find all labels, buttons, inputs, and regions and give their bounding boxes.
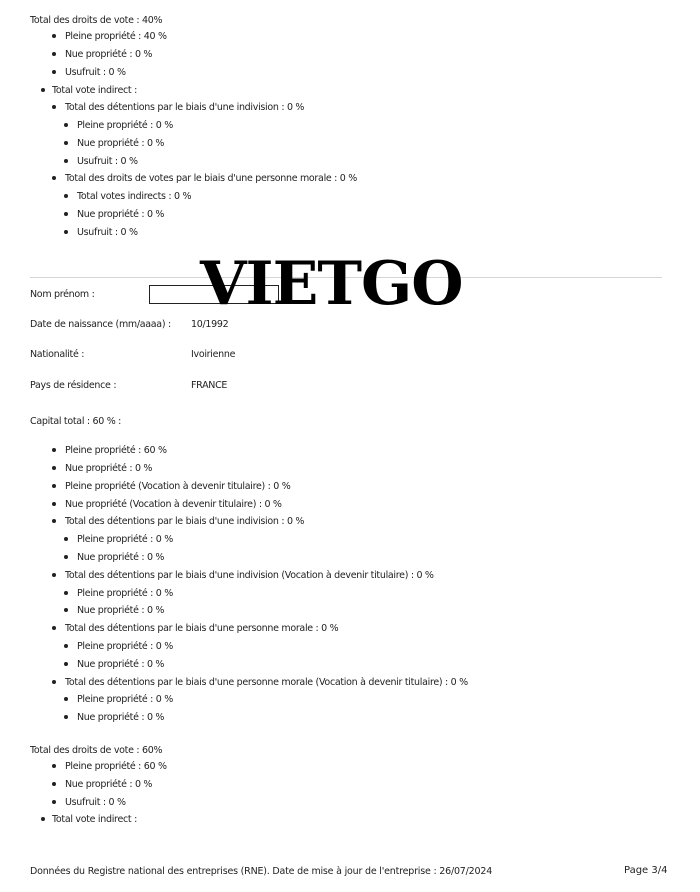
total-vote-indirect: Total vote indirect : [52,85,137,96]
bullet [64,644,68,648]
bullet [64,194,68,198]
naissance-value: 10/1992 [191,319,229,330]
bullet [52,764,56,768]
capital-pleine-vocation: Pleine propriété (Vocation à devenir titulaire) : 0 % [65,481,291,492]
bullet [64,212,68,216]
bullet [64,159,68,163]
capital-nue-vocation: Nue propriété (Vocation à devenir titulaire) : 0 % [65,499,282,510]
capital-pleine: Pleine propriété : 60 % [65,445,167,456]
capital-indivision-vocation: Total des détentions par le biais d'une indivision (Vocation à devenir titulaire) : 0 % [65,570,434,581]
bullet [52,466,56,470]
bullet [52,782,56,786]
indivision-nue: Nue propriété : 0 % [77,138,165,149]
bullet [52,484,56,488]
capital-pmv-nue: Nue propriété : 0 % [77,712,165,723]
bullet [41,817,45,821]
pm-nue: Nue propriété : 0 % [77,209,165,220]
bullet [64,697,68,701]
bullet [64,662,68,666]
capital-nue: Nue propriété : 0 % [65,463,153,474]
page-number: Page 3/4 [624,865,668,876]
capital-total: Capital total : 60 % : [30,416,122,427]
bullet [41,88,45,92]
bullet [52,105,56,109]
bullet [52,573,56,577]
pleine-propriete: Pleine propriété : 40 % [65,31,167,42]
capital-pm-nue: Nue propriété : 0 % [77,659,165,670]
bullet [64,715,68,719]
total-droits-vote-2: Total des droits de vote : 60% [30,745,163,756]
bullet [64,555,68,559]
pm-total-votes: Total votes indirects : 0 % [77,191,192,202]
indivision-total: Total des détentions par le biais d'une indivision : 0 % [65,102,305,113]
bullet [64,141,68,145]
footer-text: Données du Registre national des entreprises (RNE). Date de mise à jour de l'entreprise : 26/07/2024 [30,866,493,877]
bullet [64,608,68,612]
pays-label: Pays de résidence : [30,380,117,391]
capital-personne-morale: Total des détentions par le biais d'une personne morale : 0 % [65,623,339,634]
bullet [52,52,56,56]
bullet [52,70,56,74]
capital-indivision: Total des détentions par le biais d'une indivision : 0 % [65,516,305,527]
total-vote-indirect-2: Total vote indirect : [52,814,137,825]
bullet [52,448,56,452]
nationalite-label: Nationalité : [30,349,85,360]
capital-pmv-pleine: Pleine propriété : 0 % [77,694,173,705]
bullet [64,537,68,541]
capital-indiv-nue: Nue propriété : 0 % [77,552,165,563]
pm-usufruit: Usufruit : 0 % [77,227,138,238]
capital-pm-pleine: Pleine propriété : 0 % [77,641,173,652]
capital-indivv-nue: Nue propriété : 0 % [77,605,165,616]
personne-morale-total: Total des droits de votes par le biais d'une personne morale : 0 % [65,173,357,184]
bullet [52,626,56,630]
bullet [64,123,68,127]
bullet [52,519,56,523]
bullet [52,800,56,804]
capital-indiv-pleine: Pleine propriété : 0 % [77,534,173,545]
naissance-label: Date de naissance (mm/aaaa) : [30,319,171,330]
bullet [52,34,56,38]
nom-label: Nom prénom : [30,289,95,300]
nue-propriete: Nue propriété : 0 % [65,49,153,60]
watermark-logo: VIETGO [200,249,463,319]
nationalite-value: Ivoirienne [191,349,236,360]
pays-value: FRANCE [191,380,228,391]
bullet [64,230,68,234]
capital-indivv-pleine: Pleine propriété : 0 % [77,588,173,599]
capital-personne-morale-vocation: Total des détentions par le biais d'une personne morale (Vocation à devenir titulaire) : 0 % [65,677,468,688]
usufruit: Usufruit : 0 % [65,67,126,78]
total-droits-vote: Total des droits de vote : 40% [30,15,163,26]
indivision-pleine: Pleine propriété : 0 % [77,120,173,131]
indivision-usufruit: Usufruit : 0 % [77,156,138,167]
nue-propriete-2: Nue propriété : 0 % [65,779,153,790]
bullet [64,591,68,595]
bullet [52,680,56,684]
pleine-propriete-2: Pleine propriété : 60 % [65,761,167,772]
bullet [52,502,56,506]
bullet [52,176,56,180]
usufruit-2: Usufruit : 0 % [65,797,126,808]
